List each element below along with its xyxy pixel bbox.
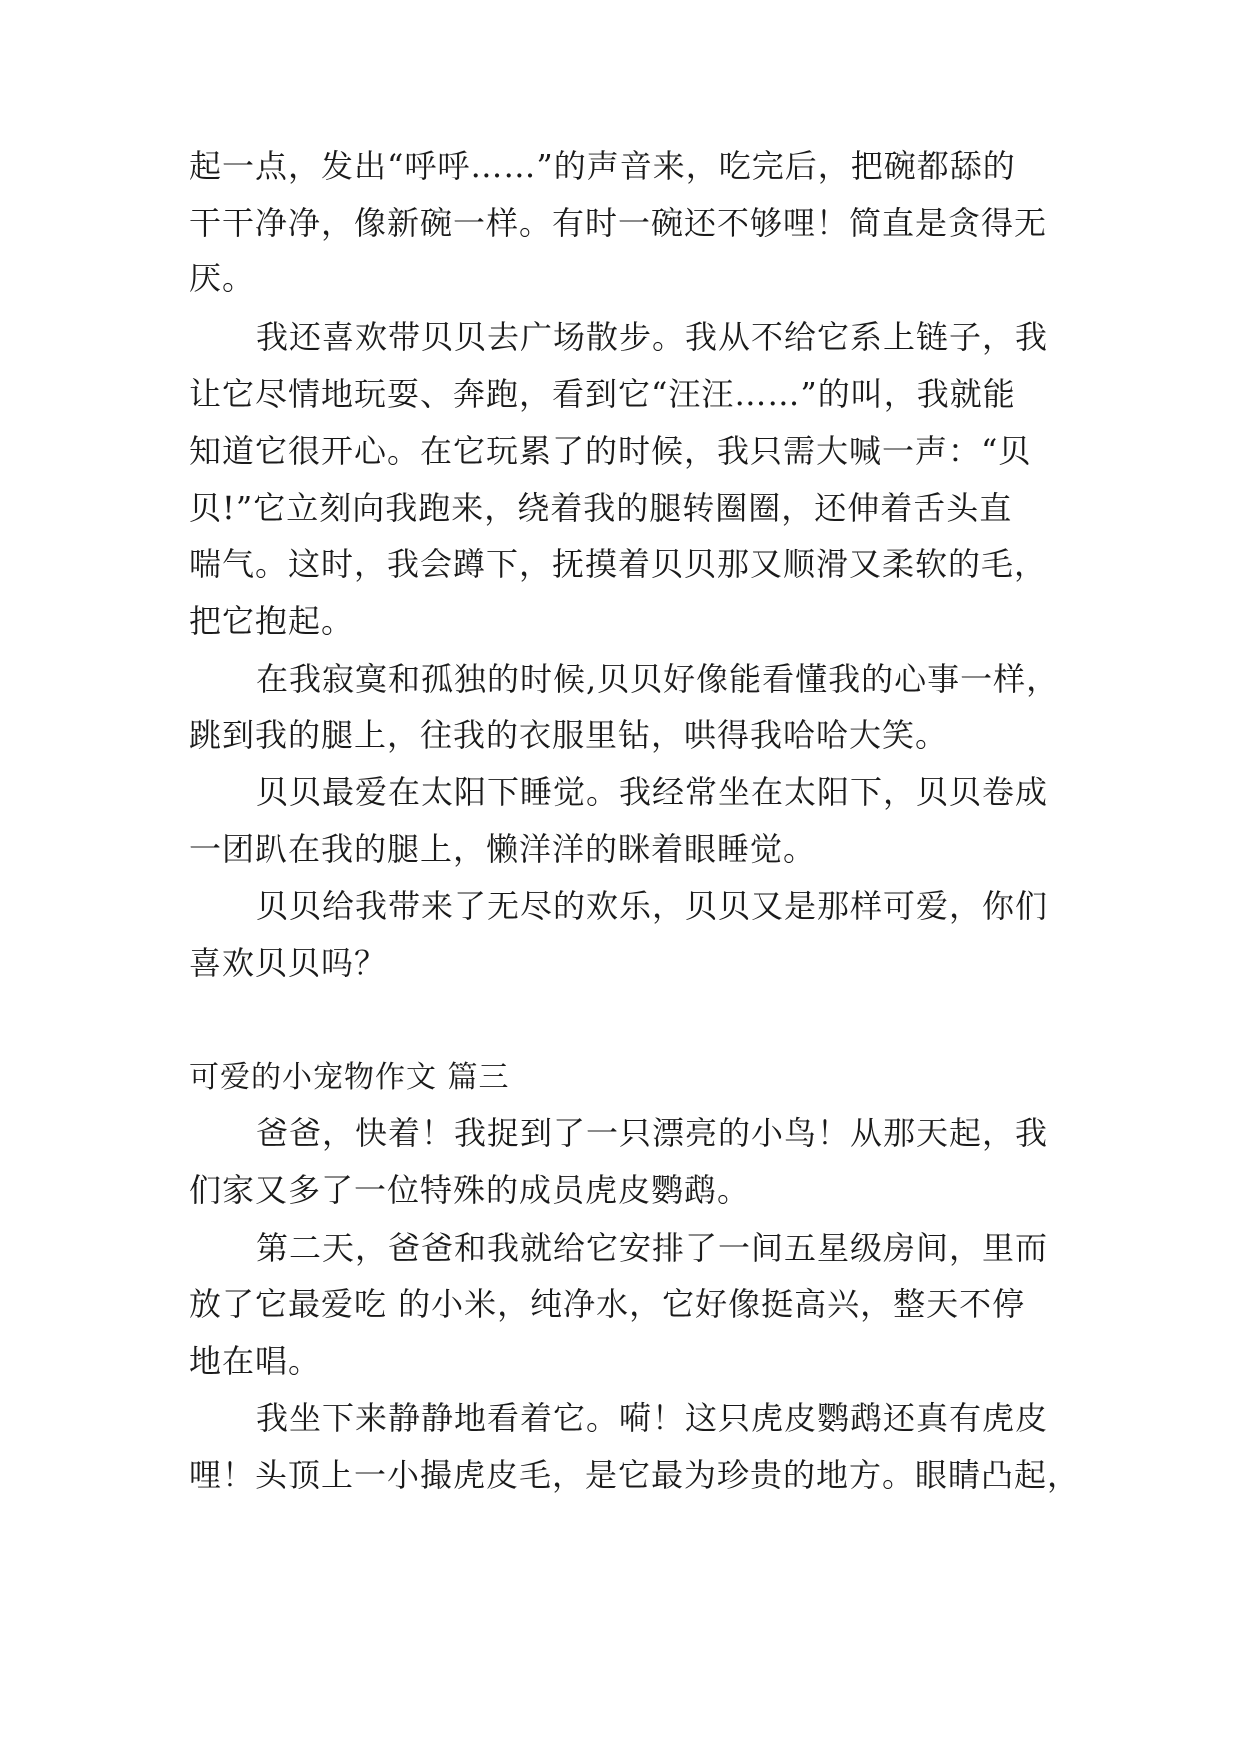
paragraph-first-line: 第二天，爸爸和我就给它安排了一间五星级房间，里而 <box>256 1229 1049 1267</box>
section-heading: 可爱的小宠物作文 篇三 <box>189 1060 510 1095</box>
text-line: 把它抱起。 <box>189 602 355 640</box>
text-line: 贝!”它立刻向我跑来，绕着我的腿转圈圈，还伸着舌头直 <box>189 489 1013 527</box>
text-line: 让它尽情地玩耍、奔跑，看到它“汪汪……”的叫，我就能 <box>189 375 1016 413</box>
text-line: 知道它很开心。在它玩累了的时候，我只需大喊一声：“贝 <box>189 432 1032 470</box>
text-line: 起一点，发出“呼呼……”的声音来，吃完后，把碗都舔的 <box>189 147 1016 185</box>
paragraph-first-line: 我还喜欢带贝贝去广场散步。我从不给它系上链子，我 <box>256 318 1049 356</box>
text-line: 一团趴在我的腿上，懒洋洋的眯着眼睡觉。 <box>189 830 817 868</box>
text-line: 喜欢贝贝吗？ <box>189 944 388 982</box>
text-line: 们家又多了一位特殊的成员虎皮鹦鹉。 <box>189 1171 751 1209</box>
text-line: 厌。 <box>189 259 256 297</box>
text-line: 跳到我的腿上，往我的衣服里钻，哄得我哈哈大笑。 <box>189 716 949 754</box>
paragraph-first-line: 贝贝给我带来了无尽的欢乐，贝贝又是那样可爱，你们 <box>256 887 1049 925</box>
text-line: 地在唱。 <box>189 1342 322 1380</box>
text-line: 喘气。这时，我会蹲下，抚摸着贝贝那又顺滑又柔软的毛， <box>189 545 1048 583</box>
text-line: 干干净净，像新碗一样。有时一碗还不够哩！简直是贪得无 <box>189 204 1048 242</box>
text-line: 哩！头顶上一小撮虎皮毛，是它最为珍贵的地方。眼睛凸起， <box>189 1456 1081 1494</box>
text-line: 放了它最爱吃 的小米，纯净水，它好像挺高兴，整天不停 <box>189 1285 1026 1323</box>
paragraph-first-line: 爸爸，快着！我捉到了一只漂亮的小鸟！从那天起，我 <box>256 1114 1049 1152</box>
paragraph-first-line: 我坐下来静静地看着它。嗬！这只虎皮鹦鹉还真有虎皮 <box>256 1399 1049 1437</box>
paragraph-first-line: 贝贝最爱在太阳下睡觉。我经常坐在太阳下，贝贝卷成 <box>256 773 1049 811</box>
paragraph-first-line: 在我寂寞和孤独的时候,贝贝好像能看懂我的心事一样， <box>256 660 1060 698</box>
